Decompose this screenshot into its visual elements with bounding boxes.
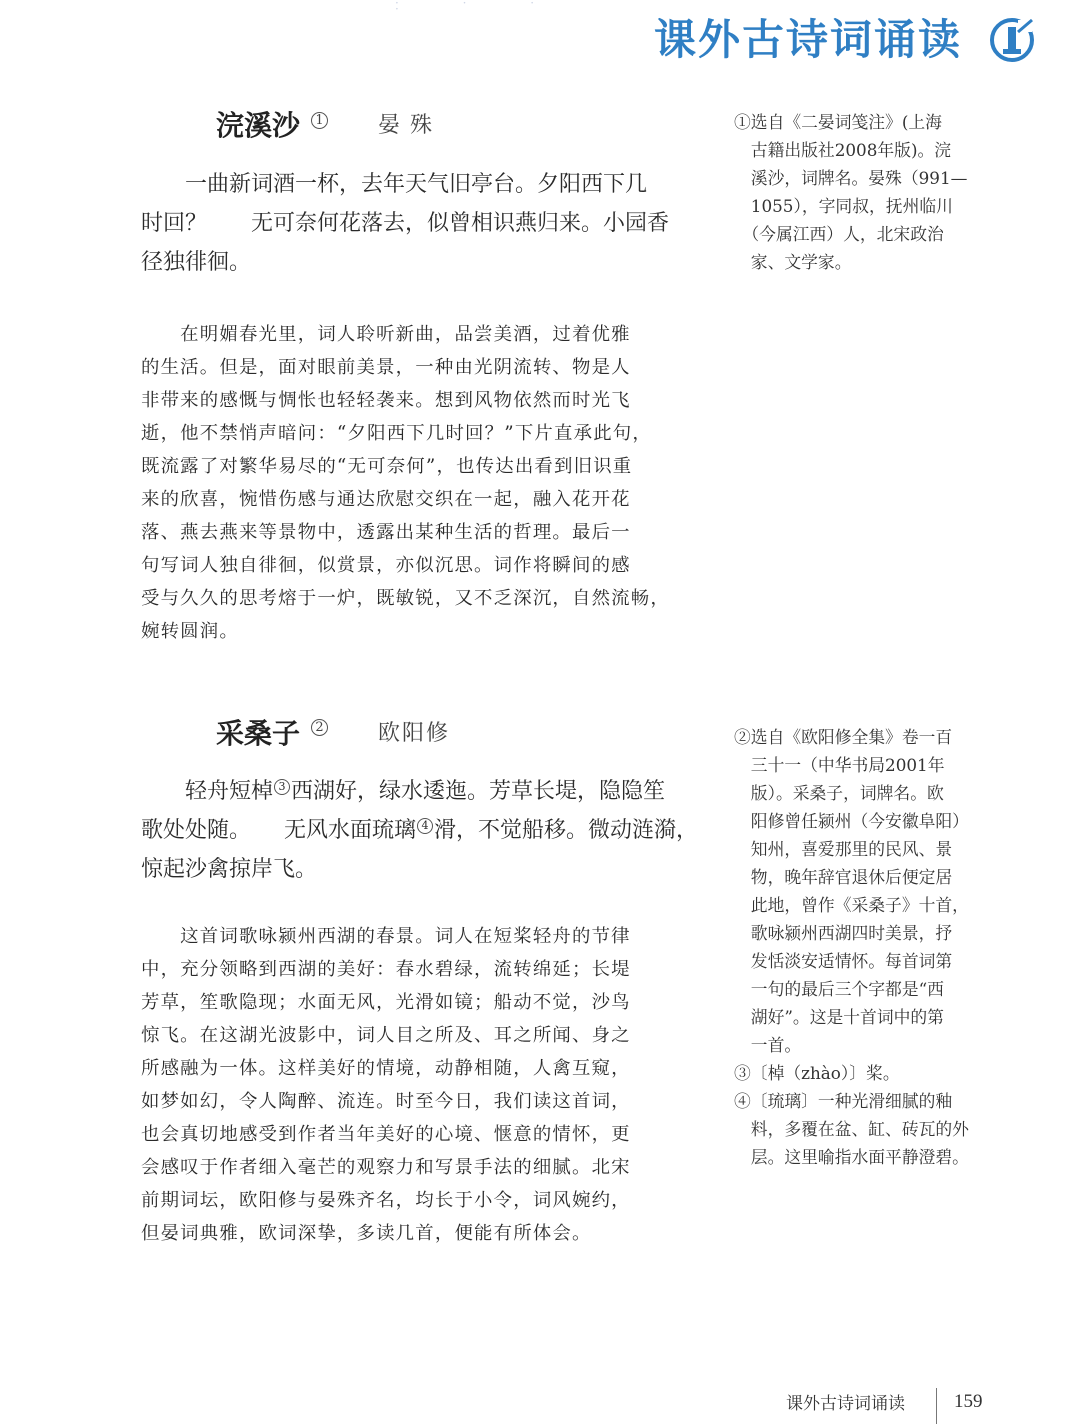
- commentary-line: 芳草，笙歌隐现；水面无风，光滑如镜；船动不觉，沙鸟: [141, 992, 631, 1013]
- commentary-line: 所感融为一体。这样美好的情境，动静相随，人禽互窥，: [141, 1058, 631, 1079]
- svg-text:I: I: [1012, 46, 1013, 47]
- footnote-marker: 3: [274, 779, 290, 795]
- note-line: ④〔琉璃〕一种光滑细腻的釉: [734, 1091, 953, 1111]
- poem-title: 浣溪沙: [216, 109, 301, 142]
- section-title: 课外古诗词诵读: [653, 15, 962, 64]
- note-line: 物，晚年辞官退休后便定居: [734, 867, 953, 887]
- poem-author: 晏殊: [378, 113, 443, 138]
- poem-author: 欧阳修: [378, 721, 451, 746]
- note-line: 一句的最后三个字都是“西: [734, 979, 944, 999]
- footnote-marker: 4: [417, 818, 433, 834]
- footer-section-title: 课外古诗词诵读: [786, 1394, 905, 1414]
- note-line: ①选自《二晏词笺注》(上海: [734, 112, 942, 132]
- commentary-line: 句写词人独自徘徊，似赏景，亦似沉思。词作将瞬间的感: [141, 555, 631, 576]
- poem-text: [141, 165, 701, 282]
- commentary-line: 非带来的感慨与惆怅也轻轻袭来。想到风物依然而时光飞: [141, 390, 631, 411]
- commentary-line: 如梦如幻，令人陶醉、流连。时至今日，我们读这首词，: [141, 1091, 631, 1112]
- commentary-line: 逝，他不禁悄声暗问：“夕阳西下几时回？”下片直承此句，: [141, 423, 652, 444]
- note-line: 此地，曾作《采桑子》十首，: [734, 895, 969, 915]
- poem-line: 时回？ 无可奈何花落去，似曾相识燕归来。小园香: [141, 211, 670, 236]
- note-line: 层。这里喻指水面平静澄碧。: [734, 1147, 969, 1167]
- poem-line: 轻舟短棹 3 西湖好，绿水逶迤。芳草长堤，隐隐笙: [141, 779, 666, 804]
- poem-commentary: [141, 318, 696, 648]
- side-note: [734, 108, 994, 276]
- note-line: （今属江西）人，北宋政治: [734, 224, 944, 244]
- note-line: 一首。: [734, 1035, 802, 1055]
- footnote-marker: 2: [311, 719, 328, 736]
- note-line: 版）。采桑子，词牌名。欧: [734, 783, 944, 803]
- note-line: 知州，喜爱那里的民风、景: [734, 839, 953, 859]
- note-line: 家、文学家。: [734, 252, 852, 272]
- note-line: 发恬淡安适情怀。每首词第: [734, 951, 953, 971]
- note-line: 湖好”。这是十首词中的第: [734, 1007, 944, 1027]
- poem-line: 惊起沙禽掠岸飞。: [141, 857, 318, 882]
- commentary-line: 婉转圆润。: [141, 621, 239, 642]
- poem-line: 径独徘徊。: [141, 250, 252, 275]
- footer-divider: [936, 1388, 937, 1424]
- commentary-line: 落、燕去燕来等景物中，透露出某种生活的哲理。最后一: [141, 522, 631, 543]
- commentary-line: 会感叹于作者细入毫芒的观察力和写景手法的细腻。北宋: [141, 1157, 631, 1178]
- commentary-line: 来的欣喜，惋惜伤感与通达欣慰交织在一起，融入花开花: [141, 489, 631, 510]
- poem-line: 歌处处随。 无风水面琉璃 4 滑，不觉船移。微动涟漪，: [141, 818, 699, 843]
- poem-commentary: [141, 920, 696, 1250]
- note-line: 古籍出版社2008年版)。浣: [734, 140, 952, 160]
- note-line: 阳修曾任颍州（今安徽阜阳）: [734, 811, 969, 831]
- note-line: 料，多覆在盆、缸、砖瓦的外: [734, 1119, 969, 1139]
- unit-badge-icon: [988, 16, 1036, 64]
- note-line: 溪沙，词牌名。晏殊（991—: [734, 168, 968, 188]
- note-line: 1055），字同叔，抚州临川: [734, 196, 953, 216]
- commentary-line: 的生活。但是，面对眼前美景，一种由光阴流转、物是人: [141, 357, 631, 378]
- commentary-line: 这首词歌咏颍州西湖的春景。词人在短桨轻舟的节律: [141, 926, 631, 947]
- header-decoration: · · · ·: [395, 0, 565, 16]
- note-line: 三十一（中华书局2001年: [734, 755, 945, 775]
- page-number: 159: [954, 1391, 983, 1412]
- page-header: [0, 0, 1080, 80]
- commentary-line: 中，充分领略到西湖的美好：春水碧绿，流转绵延；长堤: [141, 959, 631, 980]
- commentary-line: 惊飞。在这湖光波影中，词人目之所及、耳之所闻、身之: [141, 1025, 631, 1046]
- commentary-line: 也会真切地感受到作者当年美好的心境、惬意的情怀，更: [141, 1124, 631, 1145]
- footnote-marker: 1: [311, 112, 328, 129]
- note-line: ②选自《欧阳修全集》卷一百: [734, 727, 953, 747]
- commentary-line: 前期词坛，欧阳修与晏殊齐名，均长于小令，词风婉约，: [141, 1190, 631, 1211]
- commentary-line: 受与久久的思考熔于一炉，既敏锐，又不乏深沉，自然流畅，: [141, 588, 670, 609]
- commentary-line: 既流露了对繁华易尽的“无可奈何”，也传达出看到旧识重: [141, 456, 633, 477]
- poem-title: 采桑子: [216, 717, 301, 750]
- poem-line: 一曲新词酒一杯，去年天气旧亭台。夕阳西下几: [141, 172, 648, 197]
- commentary-line: 但晏词典雅，欧词深挚，多读几首，便能有所体会。: [141, 1223, 592, 1244]
- side-note: [734, 723, 994, 1171]
- note-line: ③〔棹（zhào）〕桨。: [734, 1063, 900, 1083]
- commentary-line: 在明媚春光里，词人聆听新曲，品尝美酒，过着优雅: [141, 324, 631, 345]
- poem-text: [141, 772, 701, 889]
- note-line: 歌咏颍州西湖四时美景，抒: [734, 923, 953, 943]
